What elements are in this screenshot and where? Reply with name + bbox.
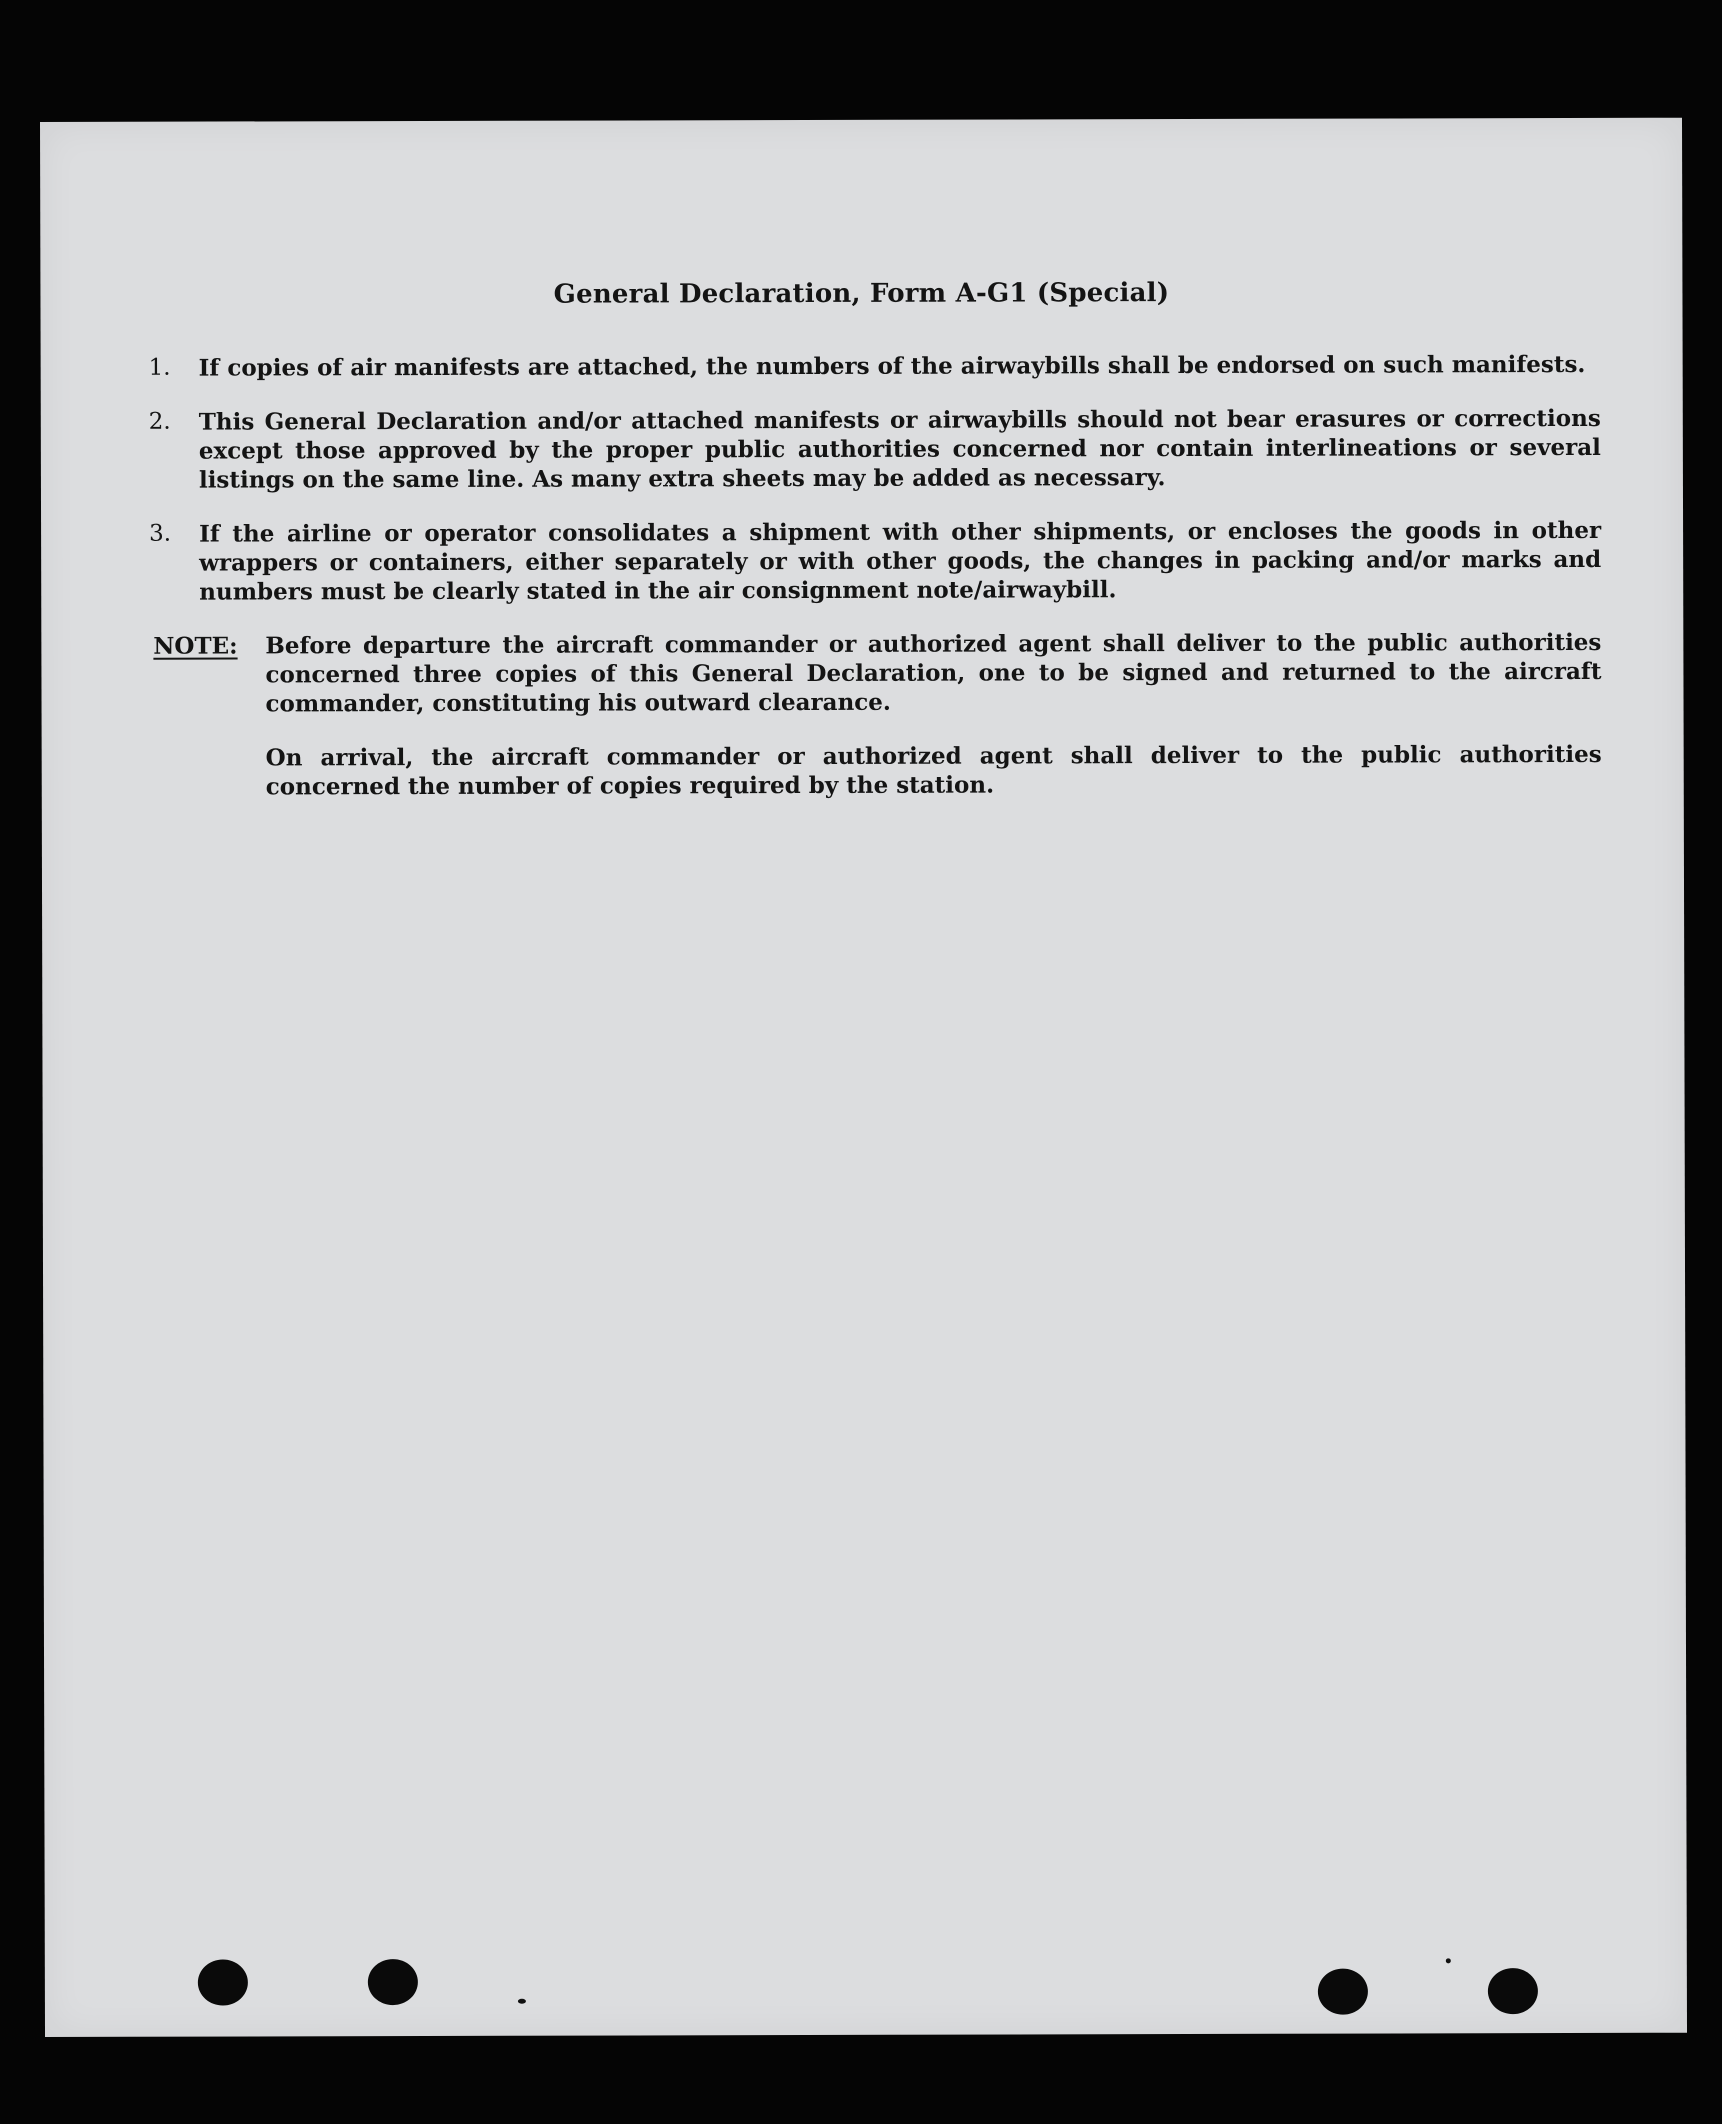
instruction-item-2	[148, 404, 1601, 494]
instruction-item-1	[148, 350, 1601, 382]
note-paragraph-departure: Before departure the aircraft commander or authorized agent shall deliver to the public authorities concerned three copies of this General Declaration, one to be signed and returned to the aircraft commander, constituting his outward clearance.	[265, 628, 1602, 718]
punch-hole-right-2	[1488, 1968, 1538, 2014]
item-text: If copies of air manifests are attached, the numbers of the airwaybills shall be endorsed on such manifests.	[198, 350, 1586, 382]
punch-hole-right-1	[1318, 1969, 1368, 2015]
paper-sheet	[40, 118, 1687, 2037]
scan-speck	[1446, 1958, 1451, 1963]
item-number: 2.	[148, 408, 171, 435]
item-number: 3.	[149, 520, 172, 547]
item-number: 1.	[148, 354, 171, 381]
note-label: NOTE:	[153, 632, 238, 660]
scan-speck	[518, 1999, 526, 2004]
instruction-item-3	[149, 516, 1602, 606]
note-section	[153, 628, 1602, 801]
document-title: General Declaration, Form A-G1 (Special)	[553, 278, 1170, 310]
note-paragraph-arrival: On arrival, the aircraft commander or authorized agent shall deliver to the public authorities concerned the number of copies required by the station.	[265, 740, 1602, 801]
punch-hole-left-2	[368, 1959, 418, 2005]
item-text: If the airline or operator consolidates a shipment with other shipments, or encloses the goods in other wrappers or containers, either separately or with other goods, the changes in packing and/or marks and numbers must be clearly stated in the air consignment note/airwaybill.	[199, 516, 1602, 606]
item-text: This General Declaration and/or attached manifests or airwaybills should not bear erasures or corrections except those approved by the proper public authorities concerned nor contain interlineations or several listings on the same line. As many extra sheets may be added as necessary.	[198, 404, 1601, 494]
punch-hole-left-1	[198, 1959, 248, 2005]
